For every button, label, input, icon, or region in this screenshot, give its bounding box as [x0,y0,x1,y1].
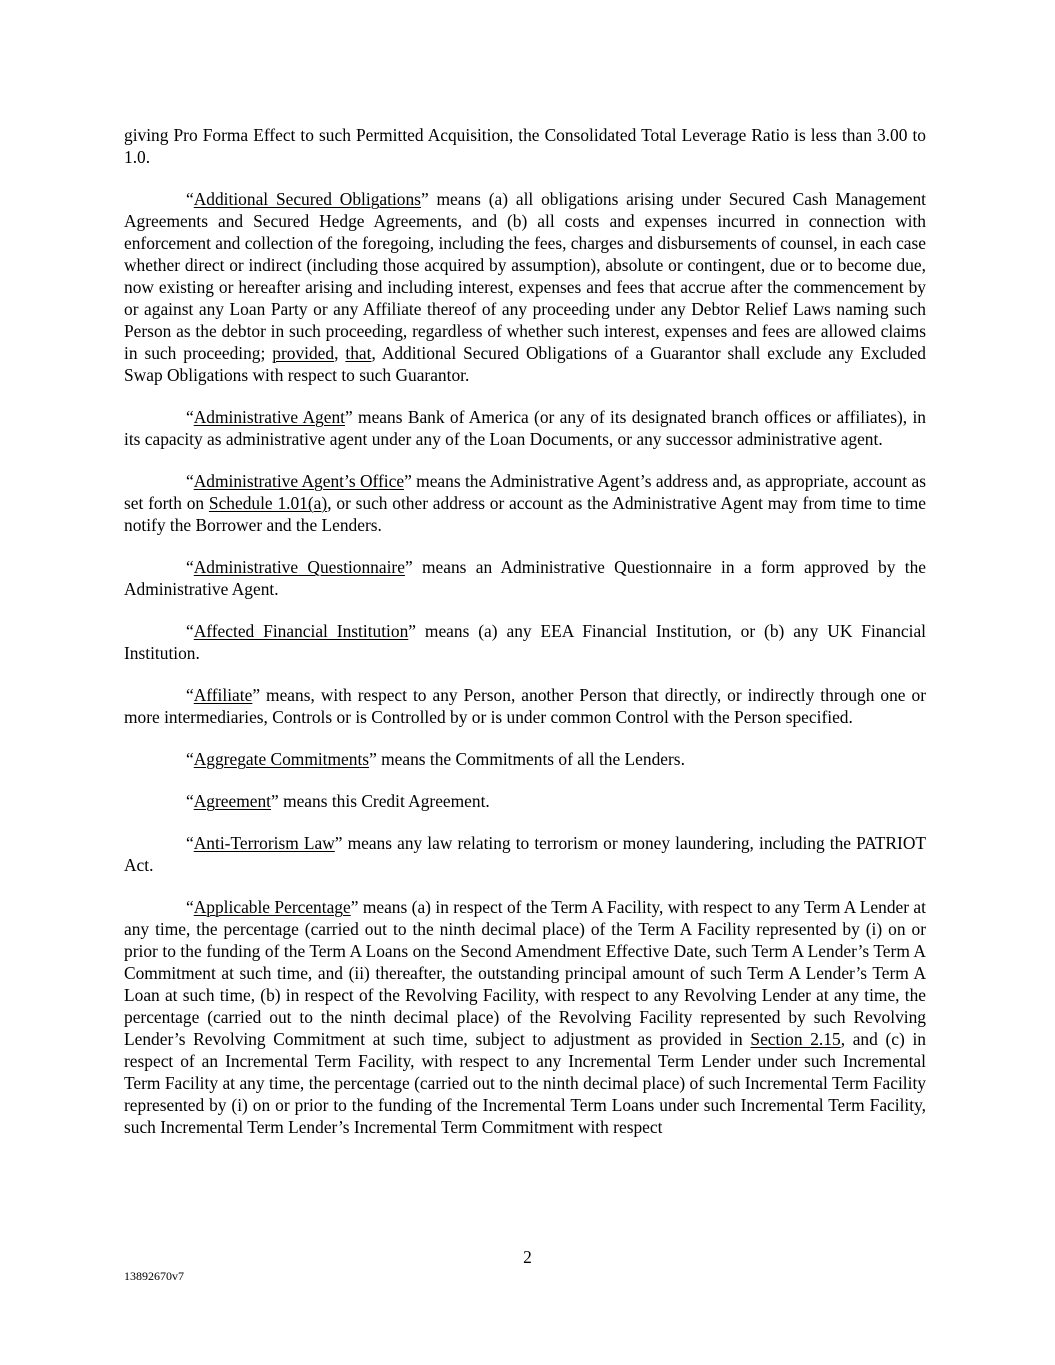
that-word: that [345,343,372,363]
defined-term: Administrative Agent’s Office [193,471,405,491]
definition-text: ” means Bank of America (or any of its designated branch offices or affiliates), in its capacity as administrative agent under any of the Loan Documents, or any successor administrative agent. [124,407,926,449]
definition-anti-terrorism-law [124,832,926,876]
open-quote: “ [186,791,194,811]
definition-text: ” means the Commitments of all the Lenders. [369,749,685,769]
definition-text: ” means this Credit Agreement. [271,791,490,811]
definition-text: ” means any law relating to terrorism or money laundering, including the PATRIOT Act. [124,833,927,875]
definition-text: , and (c) in respect of an Incremental Term Facility, with respect to any Incremental Term Lender under such Incremental Term Facility at any time, the percentage (carried out to the ninth decimal place) of such Incremental Term Facility represented by (i) on or prior to the funding of the Incremental Term Loans under such Incremental Term Facility, such Incremental Term Lender’s Incremental Term Commitment with respect [124,1029,926,1137]
defined-term: Applicable Percentage [193,897,351,917]
open-quote: “ [186,621,194,641]
definition-additional-secured-obligations [124,188,926,386]
open-quote: “ [186,557,194,577]
open-quote: “ [186,189,194,209]
definition-administrative-agent [124,406,926,450]
definition-affected-financial-institution [124,620,926,664]
definition-text: ” means (a) in respect of the Term A Facility, with respect to any Term A Lender at any time, the percentage (carried out to the ninth decimal place) of the Term A Facility represented by (i) on or prior to the funding of the Term A Loans on the Second Amendment Effective Date, such Term A Lender’s Term A Commitment at such time, and (ii) thereafter, the outstanding principal amount of such Term A Lender’s Term A Loan at such time, (b) in respect of the Revolving Facility, with respect to any Revolving Lender at any time, the percentage (carried out to the ninth decimal place) of the Revolving Facility represented by such Revolving Lender’s Revolving Commitment at such time, subject to adjustment as provided in [124,897,926,1049]
defined-term: Administrative Agent [193,407,345,427]
defined-term: Anti-Terrorism Law [193,833,335,853]
document-id: 13892670v7 [124,1269,184,1283]
document-body [124,124,926,1158]
defined-term: Additional Secured Obligations [193,189,421,209]
definition-agreement [124,790,926,812]
open-quote: “ [186,407,194,427]
definition-text: ” means (a) all obligations arising under Secured Cash Management Agreements and Secured Hedge Agreements, and (b) all costs and expenses incurred in connection with enforcement and collection of the foregoing, including the fees, charges and disbursements of counsel, in each case whether direct or indirect (including those acquired by assumption), absolute or contingent, due or to become due, now existing or hereafter arising and including interest, expenses and fees that accrue after the commencement by or against any Loan Party or any Affiliate thereof of any proceeding under any Debtor Relief Laws naming such Person as the debtor in such proceeding, regardless of whether such interest, expenses and fees are allowed claims in such proceeding; [124,189,926,363]
defined-term: Aggregate Commitments [193,749,370,769]
defined-term: Affiliate [193,685,253,705]
open-quote: “ [186,897,194,917]
page-number: 2 [523,1247,532,1267]
open-quote: “ [186,833,194,853]
separator: , [334,343,346,363]
defined-term: Agreement [193,791,271,811]
definition-administrative-questionnaire [124,556,926,600]
provided-word: provided [272,343,335,363]
open-quote: “ [186,685,194,705]
open-quote: “ [186,749,194,769]
section-reference: Section 2.15 [750,1029,841,1049]
definition-text: ” means the Administrative Agent’s address and, as appropriate, account as set forth on [124,471,926,513]
definition-aggregate-commitments [124,748,926,770]
intro-paragraph: giving Pro Forma Effect to such Permitted Acquisition, the Consolidated Total Leverage Ratio is less than 3.00 to 1.0. [124,125,926,167]
definition-text: ” means (a) any EEA Financial Institution, or (b) any UK Financial Institution. [124,621,927,663]
defined-term: Administrative Questionnaire [193,557,405,577]
schedule-reference: Schedule 1.01(a) [208,493,328,513]
definition-applicable-percentage [124,896,926,1138]
definition-text: , or such other address or account as the Administrative Agent may from time to time notify the Borrower and the Lenders. [124,493,926,535]
open-quote: “ [186,471,194,491]
definition-text: ” means an Administrative Questionnaire in a form approved by the Administrative Agent. [124,557,926,599]
definition-administrative-agents-office [124,470,926,536]
definition-affiliate [124,684,926,728]
defined-term: Affected Financial Institution [193,621,409,641]
definition-text: ” means, with respect to any Person, another Person that directly, or indirectly through one or more intermediaries, Controls or is Controlled by or is under common Control with the Person specified. [124,685,926,727]
definition-text: , Additional Secured Obligations of a Guarantor shall exclude any Excluded Swap Obligations with respect to such Guarantor. [124,343,926,385]
